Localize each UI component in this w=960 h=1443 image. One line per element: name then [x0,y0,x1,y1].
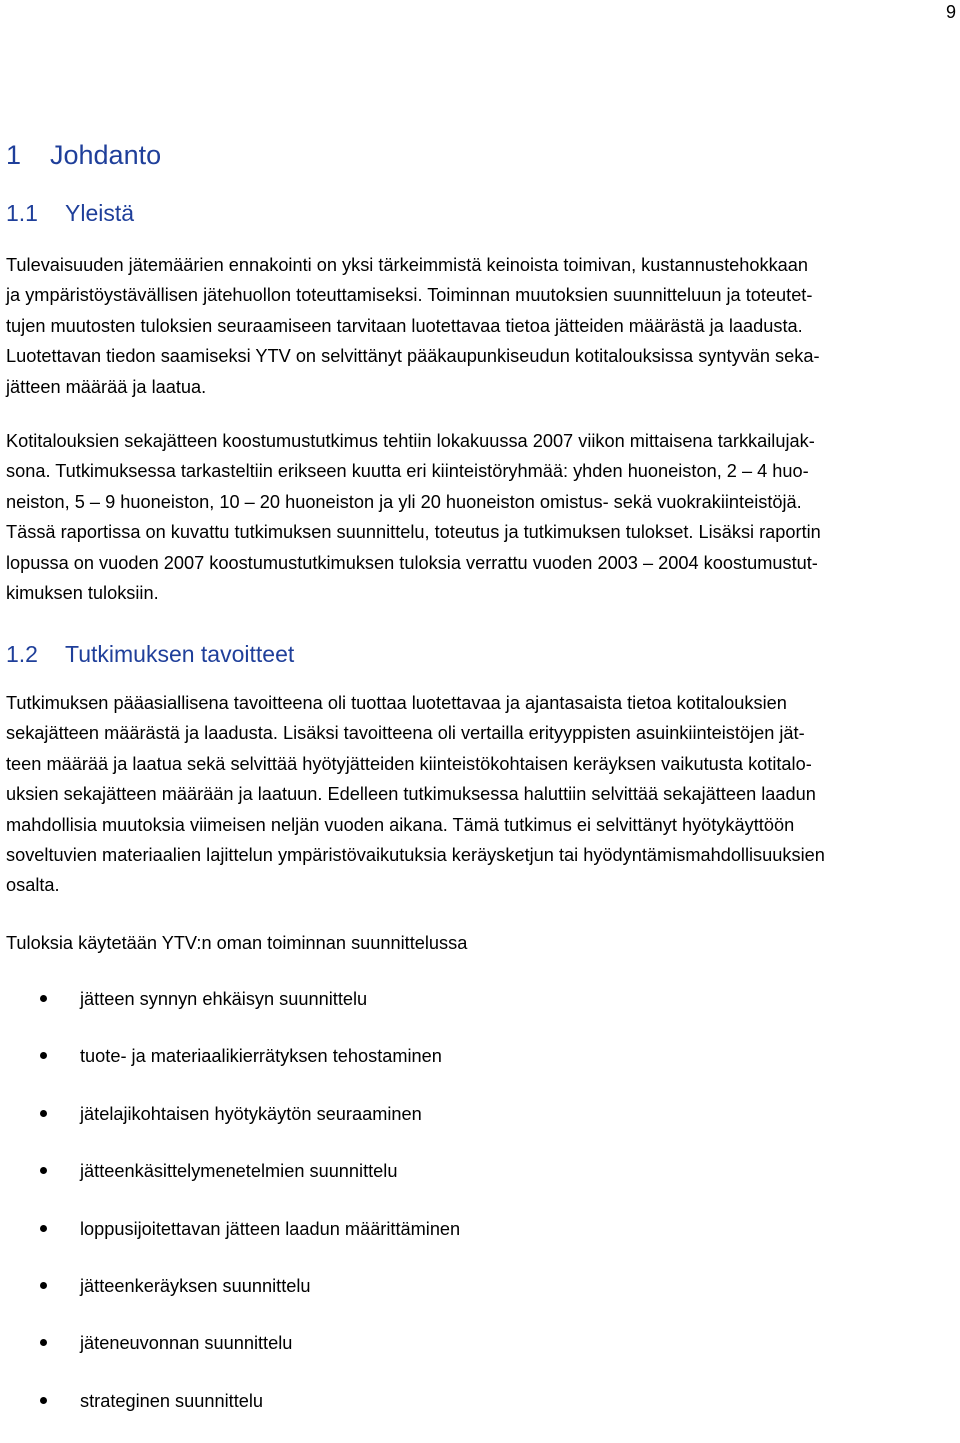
chapter-heading [6,139,161,171]
list-item [0,1214,960,1271]
bullet-icon [40,1397,47,1404]
list-item [0,1156,960,1213]
list-item-text: jätteenkeräyksen suunnittelu [80,1275,311,1296]
usage-bullet-list [0,984,960,1443]
bullet-icon [40,1110,47,1117]
list-item [0,1328,960,1385]
list-item-text: jäteneuvonnan suunnittelu [80,1333,293,1354]
bullet-icon [40,1282,47,1289]
section-title: Tutkimuksen tavoitteet [65,641,295,667]
bullet-icon [40,1225,47,1232]
list-item-text: jätteenkäsittelymenetelmien suunnittelu [80,1161,398,1182]
bullet-icon [40,1052,47,1059]
list-item-text: jätteen synnyn ehkäisyn suunnittelu [80,989,368,1009]
section-number: 1.2 [6,641,38,667]
list-item [0,1271,960,1328]
paragraph-results-usage: Tuloksia käytetään YTV:n oman toiminnan suunnittelussa [6,933,468,953]
list-item [0,1041,960,1098]
list-item-text: tuote- ja materiaalikierrätyksen tehostaminen [80,1046,442,1067]
bullet-icon [40,1339,47,1346]
bullet-icon [40,1167,47,1174]
section-heading-1-1 [6,199,134,227]
list-item-text: jätelajikohtaisen hyötykäytön seuraaminen [80,1103,422,1124]
paragraph-general-intro: Tulevaisuuden jätemäärien ennakointi on yksi tärkeimmistä keinoista toimivan, kustannustehokkaan ja ympäristöystävällisen jätehuollon toteuttamiseksi. Toiminnan muutoksien suunnitteluun ja toteutet- tujen muutosten tuloksien seuraamiseen tarvitaan luotettavaa tietoa jätteiden määrästä ja laadusta. Luotettavan tiedon saamiseksi YTV on selvittänyt pääkaupunkiseudun kotitalouksissa syntyvän seka- jätteen määrää ja laatua. [6,255,820,397]
page-number: 9 [945,2,956,22]
chapter-number: 1 [6,140,22,170]
section-title: Yleistä [65,200,135,226]
section-heading-1-2 [6,640,294,668]
list-item-text: strateginen suunnittelu [80,1390,264,1411]
section-number: 1.1 [6,200,38,226]
paragraph-study-description: Kotitalouksien sekajätteen koostumustutkimus tehtiin lokakuussa 2007 viikon mittaisena tarkkailujak- sona. Tutkimuksessa tarkasteltiin erikseen kuutta eri kiinteistöryhmää: yhden huoneiston, 2 – 4 huo- neiston, 5 – 9 huoneiston, 10 – 20 huoneiston ja yli 20 huoneiston omistus- sekä vuokrakiinteistöjä. Tässä raportissa on kuvattu tutkimuksen suunnittelu, toteutus ja tutkimuksen tulokset. Lisäksi raportin lopussa on vuoden 2007 koostumustutkimuksen tuloksia verrattu vuoden 2003 – 2004 koostumustut- kimuksen tuloksiin. [6,431,821,604]
list-item [0,1386,960,1443]
list-item [0,984,960,1041]
bullet-icon [40,995,47,1002]
list-item-text: loppusijoitettavan jätteen laadun määrittäminen [80,1218,461,1239]
paragraph-objectives: Tutkimuksen pääasiallisena tavoitteena oli tuottaa luotettavaa ja ajantasaista tietoa kotitalouksien sekajätteen määrästä ja laadusta. Lisäksi tavoitteena oli vertailla erityyppisten asuinkiinteistöjen jät- teen määrää ja laatua sekä selvittää hyötyjätteiden kiinteistökohtaisen keräyksen vaikutusta kotitalo- uksien sekajätteen määrään ja laatuun. Edelleen tutkimuksessa haluttiin selvittää sekajätteen laadun mahdollisia muutoksia viimeisen neljän vuoden aikana. Tämä tutkimus ei selvittänyt hyötykäyttöön soveltuvien materiaalien lajittelun ympäristövaikutuksia keräysketjun tai hyödyntämismahdollisuuksien osalta. [6,693,825,896]
list-item [0,1099,960,1156]
chapter-title: Johdanto [50,140,162,170]
